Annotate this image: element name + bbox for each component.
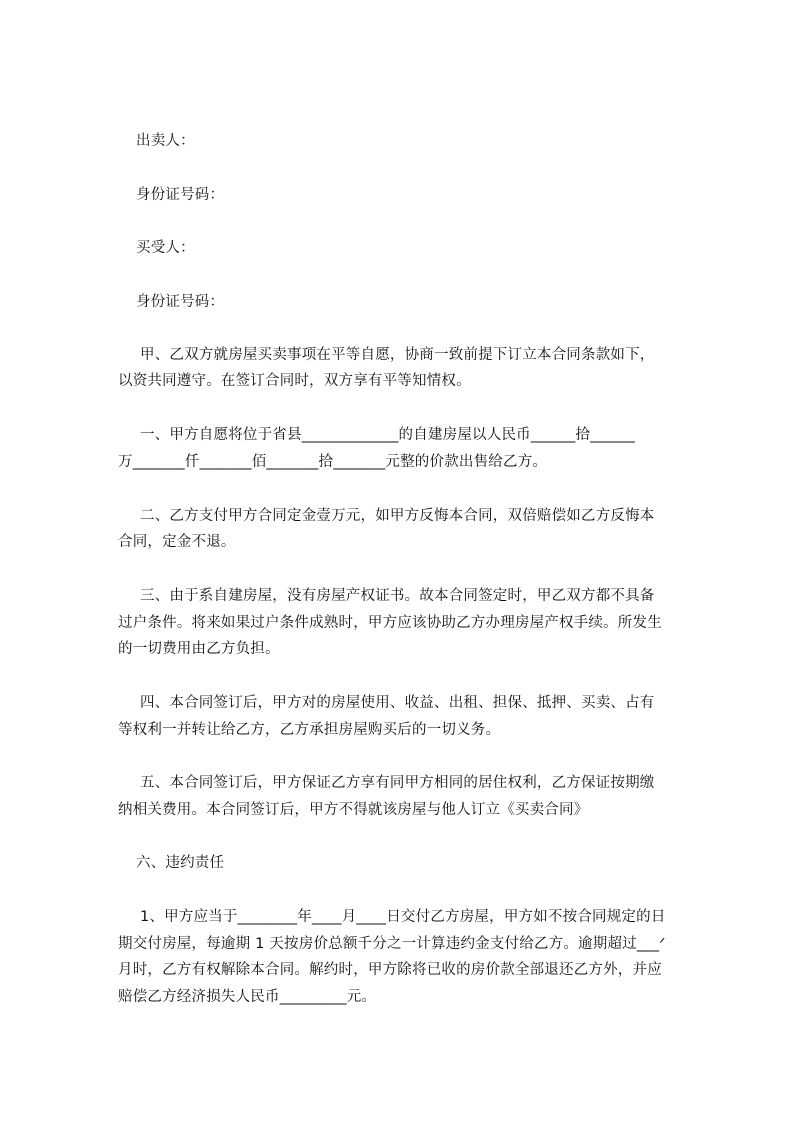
clause3-line-1: 三、由于系自建房屋，没有房屋产权证书。故本合同签定时，甲乙双方都不具备 [140,588,655,604]
clause3-line-3: 的一切费用由乙方负担。 [118,641,280,657]
clause2-line-2: 合同，定金不退。 [118,534,236,550]
clause6-item1-line-2: 期交付房屋，每逾期 1 天按房价总额千分之一计算违约金支付给乙方。逾期超过___ᐟ [118,936,666,952]
intro-line-1: 甲、乙双方就房屋买卖事项在平等自愿，协商一致前提下订立本合同条款如下， [140,347,655,363]
clause1-line-2: 万_______仟_______佰_______拾_______元整的价款出售给乙方。 [118,454,548,470]
intro-line-2: 以资共同遵守。在签订合同时，双方享有平等知情权。 [118,373,471,389]
seller-label: 出卖人： [136,133,195,149]
clause2-line-1: 二、乙方支付甲方合同定金壹万元，如甲方反悔本合同，双倍赔偿如乙方反悔本 [140,508,655,524]
clause6-title: 六、违约责任 [136,855,225,871]
clause1-line-1: 一、甲方自愿将位于省县_____________的自建房屋以人民币______拾______ [140,427,635,443]
clause4-line-1: 四、本合同签订后，甲方对的房屋使用、收益、出租、担保、抵押、买卖、占有 [140,695,655,711]
buyer-label: 买受人： [136,240,195,256]
buyer-id-label: 身份证号码： [136,294,225,310]
clause6-item1-line-1: 1、甲方应当于________年____月____日交付乙方房屋，甲方如不按合同规定的日 [140,909,666,925]
clause5-line-2: 纳相关费用。本合同签订后，甲方不得就该房屋与他人订立《买卖合同》 [118,802,589,818]
seller-id-label: 身份证号码： [136,187,225,203]
clause6-item1-line-4: 赔偿乙方经济损失人民币_________元。 [118,989,377,1005]
clause5-line-1: 五、本合同签订后，甲方保证乙方享有同甲方相同的居住权利，乙方保证按期缴 [140,775,655,791]
clause4-line-2: 等权利一并转让给乙方，乙方承担房屋购买后的一切义务。 [118,722,501,738]
clause3-line-2: 过户条件。将来如果过户条件成熟时，甲方应该协助乙方办理房屋产权手续。所发生 [118,615,662,631]
clause6-item1-line-3: 月时，乙方有权解除本合同。解约时，甲方除将已收的房价款全部退还乙方外，并应 [118,962,662,978]
